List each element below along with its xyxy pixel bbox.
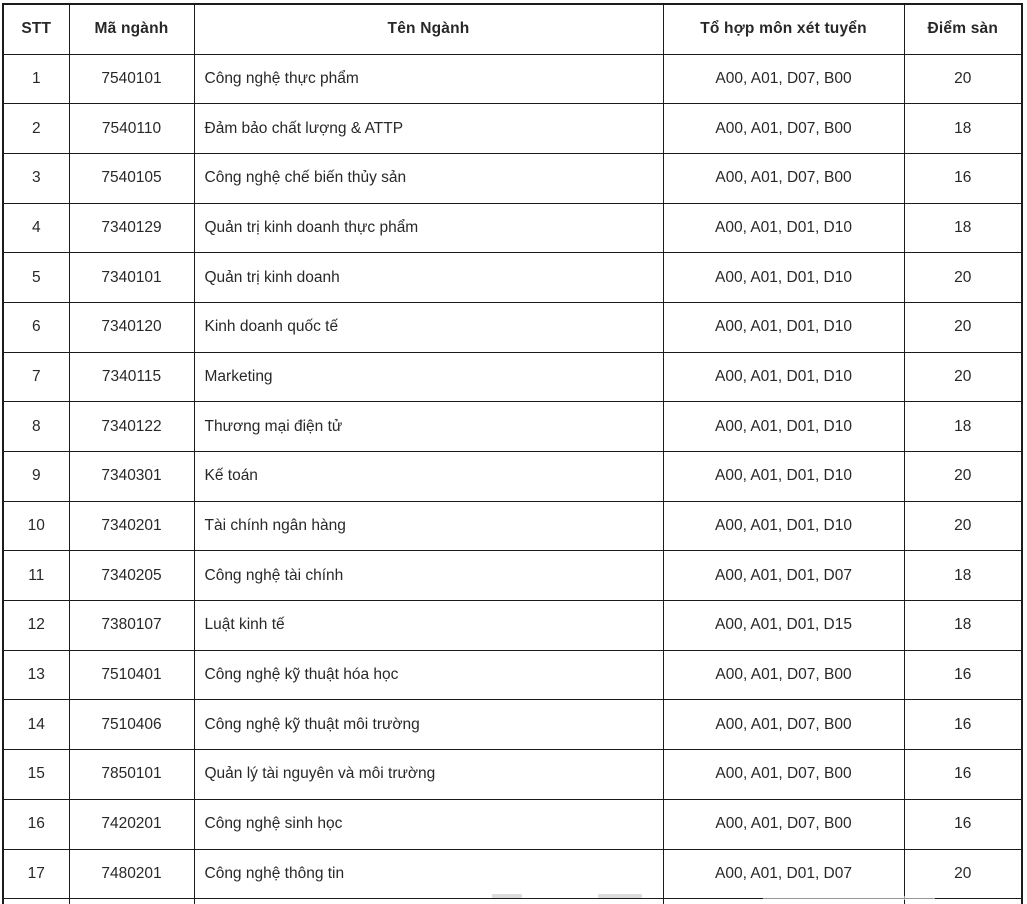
table-header <box>3 4 1022 54</box>
cell-stt: 4 <box>3 203 69 253</box>
cell-floor-score: 16 <box>904 153 1022 203</box>
cell-major-code: 7510406 <box>69 700 194 750</box>
cell-floor-score: 18 <box>904 551 1022 601</box>
cell-major-name: Công nghệ chế biến thủy sản <box>194 153 663 203</box>
cell-major-name: Tài chính ngân hàng <box>194 501 663 551</box>
cell-floor-score: 16 <box>904 799 1022 849</box>
cell-major-name: Thương mại điện tử <box>194 402 663 452</box>
cell-stt: 2 <box>3 104 69 154</box>
cell-stt: 10 <box>3 501 69 551</box>
cell-major-code: 7340101 <box>69 253 194 303</box>
table-row <box>3 54 1022 104</box>
watermark-remnant <box>598 894 642 898</box>
table-row <box>3 849 1022 899</box>
cell-major-name: Kinh doanh quốc tế <box>194 302 663 352</box>
cell-stt: 13 <box>3 650 69 700</box>
table-row <box>3 104 1022 154</box>
cell-floor-score: 18 <box>904 104 1022 154</box>
cell-floor-score: 20 <box>904 302 1022 352</box>
cell-stt: 11 <box>3 551 69 601</box>
cell-subject-combo: A00, A01, D01, D10 <box>663 302 904 352</box>
cell-major-code: 7340120 <box>69 302 194 352</box>
cell-subject-combo: A00, A01, D01, D10 <box>663 352 904 402</box>
watermark-remnant <box>492 894 522 898</box>
cell-stt: 14 <box>3 700 69 750</box>
cell-major-name: Công nghệ kỹ thuật hóa học <box>194 650 663 700</box>
cell-subject-combo: A00, A01, D07, B00 <box>663 153 904 203</box>
cell-major-code: 7540110 <box>69 104 194 154</box>
cell-major-name: Công nghệ kỹ thuật môi trường <box>194 700 663 750</box>
cell-floor-score: 20 <box>904 253 1022 303</box>
cell-major-name: Kế toán <box>194 452 663 502</box>
header-row <box>3 4 1022 54</box>
cell-stt: 12 <box>3 601 69 651</box>
cell-subject-combo: A00, A01, D01, D15 <box>663 601 904 651</box>
watermark-remnant <box>763 896 935 900</box>
admission-scores-table <box>2 3 1023 904</box>
cell-empty <box>3 899 69 904</box>
cell-subject-combo: A00, A01, D01, D07 <box>663 849 904 899</box>
cell-floor-score: 18 <box>904 601 1022 651</box>
table-row <box>3 253 1022 303</box>
column-header-code: Mã ngành <box>69 4 194 54</box>
cell-major-code: 7420201 <box>69 799 194 849</box>
cell-subject-combo: A00, A01, D01, D10 <box>663 402 904 452</box>
cell-empty <box>194 899 663 904</box>
cell-empty <box>69 899 194 904</box>
cell-major-name: Quản trị kinh doanh <box>194 253 663 303</box>
cell-floor-score: 20 <box>904 352 1022 402</box>
table-row <box>3 402 1022 452</box>
table-row <box>3 700 1022 750</box>
cell-major-name: Quản lý tài nguyên và môi trường <box>194 750 663 800</box>
cell-major-code: 7340122 <box>69 402 194 452</box>
cell-subject-combo: A00, A01, D01, D10 <box>663 253 904 303</box>
cell-stt: 17 <box>3 849 69 899</box>
cell-major-code: 7340201 <box>69 501 194 551</box>
table-row <box>3 501 1022 551</box>
cell-major-code: 7340301 <box>69 452 194 502</box>
cell-floor-score: 16 <box>904 650 1022 700</box>
cell-stt: 1 <box>3 54 69 104</box>
cell-major-code: 7510401 <box>69 650 194 700</box>
cell-subject-combo: A00, A01, D01, D10 <box>663 501 904 551</box>
cell-floor-score: 20 <box>904 501 1022 551</box>
cell-major-code: 7340129 <box>69 203 194 253</box>
cell-subject-combo: A00, A01, D07, B00 <box>663 104 904 154</box>
table-row <box>3 551 1022 601</box>
cell-major-name: Công nghệ thực phẩm <box>194 54 663 104</box>
table-row <box>3 452 1022 502</box>
cell-major-code: 7540101 <box>69 54 194 104</box>
cell-stt: 7 <box>3 352 69 402</box>
cell-subject-combo: A00, A01, D07, B00 <box>663 750 904 800</box>
cell-major-name: Công nghệ thông tin <box>194 849 663 899</box>
cell-floor-score: 20 <box>904 849 1022 899</box>
table-body <box>3 54 1022 904</box>
table-row <box>3 302 1022 352</box>
cell-floor-score: 18 <box>904 203 1022 253</box>
cell-major-code: 7850101 <box>69 750 194 800</box>
table-row <box>3 203 1022 253</box>
table-row <box>3 799 1022 849</box>
cell-stt: 3 <box>3 153 69 203</box>
table-row <box>3 750 1022 800</box>
cell-subject-combo: A00, A01, D01, D07 <box>663 551 904 601</box>
table-row <box>3 153 1022 203</box>
cell-stt: 15 <box>3 750 69 800</box>
cell-floor-score: 16 <box>904 700 1022 750</box>
admission-scores-table-wrap <box>2 3 1021 904</box>
cell-major-code: 7540105 <box>69 153 194 203</box>
column-header-combo: Tổ hợp môn xét tuyển <box>663 4 904 54</box>
cell-stt: 6 <box>3 302 69 352</box>
cell-floor-score: 20 <box>904 452 1022 502</box>
cell-major-name: Quản trị kinh doanh thực phẩm <box>194 203 663 253</box>
cell-subject-combo: A00, A01, D07, B00 <box>663 650 904 700</box>
cell-major-code: 7340205 <box>69 551 194 601</box>
cell-floor-score: 20 <box>904 54 1022 104</box>
column-header-stt: STT <box>3 4 69 54</box>
cell-stt: 16 <box>3 799 69 849</box>
cell-major-code: 7340115 <box>69 352 194 402</box>
cell-floor-score: 16 <box>904 750 1022 800</box>
cell-stt: 5 <box>3 253 69 303</box>
cell-subject-combo: A00, A01, D07, B00 <box>663 700 904 750</box>
column-header-score: Điểm sàn <box>904 4 1022 54</box>
table-row <box>3 352 1022 402</box>
cell-major-code: 7480201 <box>69 849 194 899</box>
cell-major-name: Đảm bảo chất lượng & ATTP <box>194 104 663 154</box>
cell-subject-combo: A00, A01, D07, B00 <box>663 54 904 104</box>
cell-subject-combo: A00, A01, D01, D10 <box>663 452 904 502</box>
cell-major-name: Marketing <box>194 352 663 402</box>
cell-subject-combo: A00, A01, D07, B00 <box>663 799 904 849</box>
cell-stt: 9 <box>3 452 69 502</box>
table-row <box>3 650 1022 700</box>
cell-floor-score: 18 <box>904 402 1022 452</box>
cell-stt: 8 <box>3 402 69 452</box>
cell-major-name: Luật kinh tế <box>194 601 663 651</box>
column-header-name: Tên Ngành <box>194 4 663 54</box>
cell-major-name: Công nghệ tài chính <box>194 551 663 601</box>
cell-major-code: 7380107 <box>69 601 194 651</box>
cell-major-name: Công nghệ sinh học <box>194 799 663 849</box>
table-row <box>3 601 1022 651</box>
cell-subject-combo: A00, A01, D01, D10 <box>663 203 904 253</box>
